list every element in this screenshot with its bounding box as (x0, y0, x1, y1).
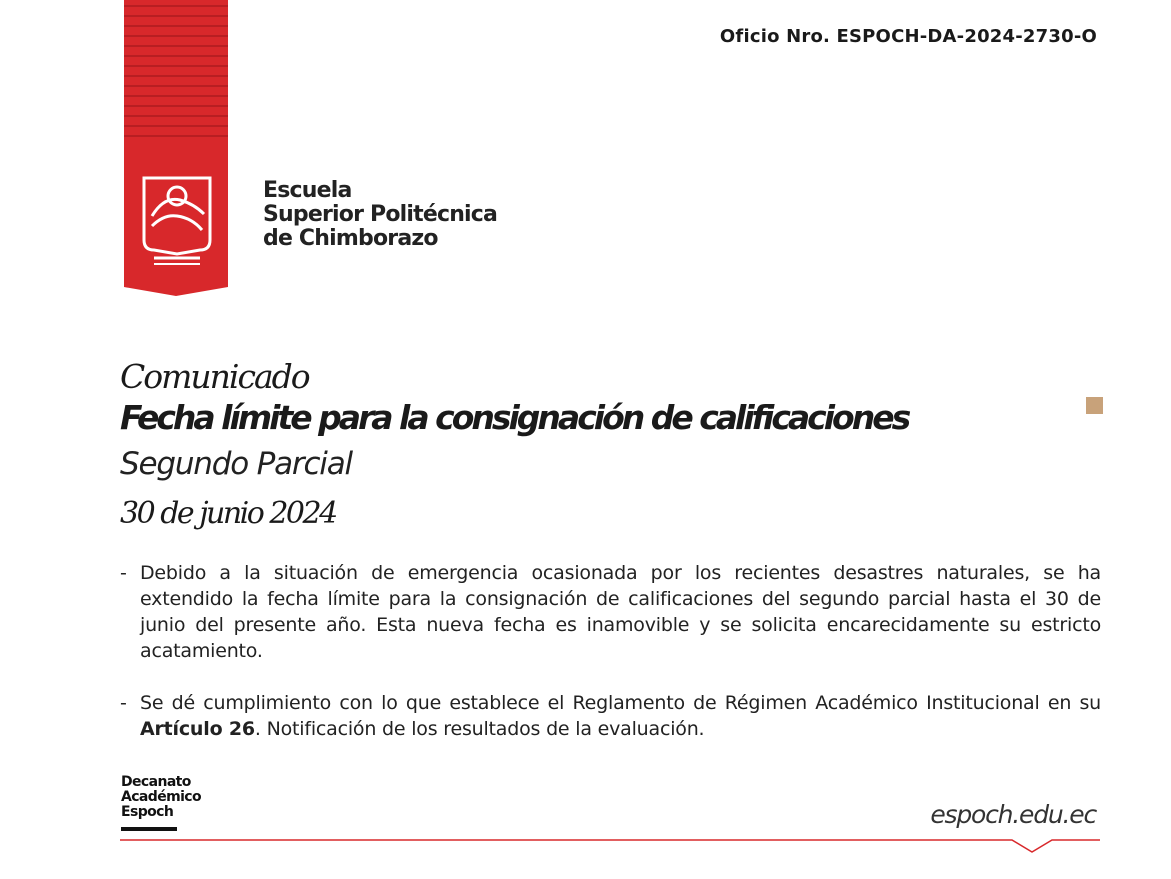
list-item (120, 690, 1101, 742)
footer-divider (120, 830, 1100, 856)
institution-name (263, 179, 497, 251)
unit-line: Decanato (121, 774, 191, 790)
item-text: . Notificación de los resultados de la evaluación. (254, 718, 705, 740)
unit-line: Académico (121, 789, 202, 805)
institution-line: Escuela (263, 178, 352, 203)
institution-line: Superior Politécnica (263, 202, 498, 227)
bullet-dash: - (120, 692, 127, 714)
website-link[interactable]: espoch.edu.ec (930, 800, 1096, 829)
bullet-dash: - (120, 562, 127, 584)
subtitle: Segundo Parcial (120, 446, 352, 482)
academic-unit (121, 775, 201, 820)
unit-line: Espoch (121, 804, 174, 820)
accent-square (1086, 397, 1103, 414)
item-text: Se dé cumplimiento con lo que establece el Reglamento de Régimen Académico Institucional en su (140, 692, 1101, 714)
espoch-banner (124, 0, 228, 296)
institution-line: de Chimborazo (263, 226, 438, 251)
deadline-date: 30 de junio 2024 (120, 496, 336, 531)
document-reference: Oficio Nro. ESPOCH-DA-2024-2730-O (719, 26, 1097, 47)
list-item (120, 560, 1101, 664)
item-text: Debido a la situación de emergencia ocasionada por los recientes desastres naturales, se ha extendido la fecha límite para la consignación de calificaciones del segundo parcial hasta el 30 de junio del presente año. Esta nueva fecha es inamovible y se solicita encarecidamente su estricto acatamiento. (140, 562, 1101, 662)
headline: Fecha límite para la consignación de calificaciones (120, 398, 909, 437)
article-reference: Artículo 26 (140, 718, 255, 740)
body-list (120, 560, 1101, 742)
document-kind: Comunicado (120, 357, 309, 396)
